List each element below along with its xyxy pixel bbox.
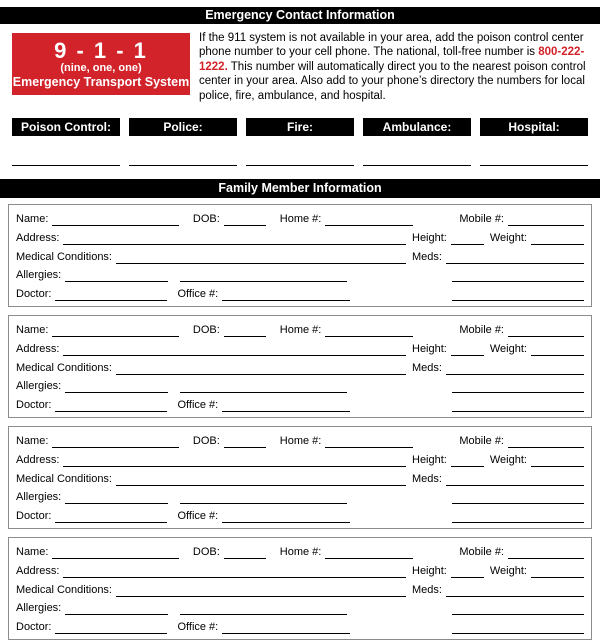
home-phone-label: Home #: xyxy=(279,324,322,337)
name-input-line[interactable] xyxy=(52,557,178,559)
meds-continuation-input-line[interactable] xyxy=(452,613,584,615)
meds-input-line[interactable] xyxy=(446,373,584,375)
911-subtitle: Emergency Transport System xyxy=(12,75,190,89)
weight-label: Weight: xyxy=(489,231,527,244)
name-input-line[interactable] xyxy=(52,446,178,448)
dob-label: DOB: xyxy=(192,213,220,226)
doctor-input-line[interactable] xyxy=(55,410,167,412)
medical-conditions-label: Medical Conditions: xyxy=(16,250,112,263)
contact-number-input-line[interactable] xyxy=(363,165,471,166)
family-member-block xyxy=(8,537,592,640)
office-phone-input-line[interactable] xyxy=(222,299,350,301)
allergies-extra-input-line[interactable] xyxy=(180,613,347,615)
office-phone-input-line[interactable] xyxy=(222,521,350,523)
address-input-line[interactable] xyxy=(63,354,406,356)
allergies-input-line[interactable] xyxy=(65,280,168,282)
meds-group xyxy=(412,584,584,597)
family-member-block xyxy=(8,315,592,418)
office-phone-input-line[interactable] xyxy=(222,410,350,412)
911-number: 9 - 1 - 1 xyxy=(54,38,148,63)
meds-continuation-group xyxy=(412,280,584,282)
name-label: Name: xyxy=(16,546,49,559)
dob-label: DOB: xyxy=(192,435,220,448)
meds-continuation-input-line[interactable] xyxy=(452,280,584,282)
contact-label: Police: xyxy=(129,118,237,136)
member-row-doctor xyxy=(16,285,584,301)
height-weight-group xyxy=(412,232,584,245)
emergency-numbers-row xyxy=(12,118,588,166)
home-phone-input-line[interactable] xyxy=(325,224,413,226)
allergies-extra-input-line[interactable] xyxy=(180,280,347,282)
medical-conditions-label: Medical Conditions: xyxy=(16,472,112,485)
emergency-contact-column xyxy=(246,118,354,166)
mobile-phone-input-line[interactable] xyxy=(508,446,584,448)
home-phone-label: Home #: xyxy=(279,435,322,448)
family-member-blocks xyxy=(8,204,592,640)
home-phone-label: Home #: xyxy=(279,546,322,559)
member-row-doctor xyxy=(16,618,584,634)
doctor-input-line[interactable] xyxy=(55,299,167,301)
meds-continuation-input-line[interactable] xyxy=(452,632,584,634)
member-row-allergies xyxy=(16,377,584,393)
height-label: Height: xyxy=(412,342,447,355)
office-phone-label: Office #: xyxy=(177,399,219,412)
allergies-extra-input-line[interactable] xyxy=(180,391,347,393)
medical-conditions-input-line[interactable] xyxy=(116,262,406,264)
mobile-phone-label: Mobile #: xyxy=(459,324,504,337)
doctor-input-line[interactable] xyxy=(55,632,167,634)
name-label: Name: xyxy=(16,324,49,337)
allergies-label: Allergies: xyxy=(16,491,62,504)
home-phone-label: Home #: xyxy=(279,213,322,226)
height-input-line[interactable] xyxy=(451,465,484,467)
meds-continuation-input-line[interactable] xyxy=(452,521,584,523)
allergies-input-line[interactable] xyxy=(65,613,168,615)
family-member-block xyxy=(8,204,592,307)
name-input-line[interactable] xyxy=(52,224,178,226)
meds-continuation-group xyxy=(412,502,584,504)
dob-input-line[interactable] xyxy=(224,335,266,337)
911-box xyxy=(12,33,190,95)
member-row-name xyxy=(16,321,584,337)
meds-label: Meds: xyxy=(412,583,442,596)
member-row-doctor xyxy=(16,507,584,523)
weight-input-line[interactable] xyxy=(531,576,584,578)
meds-label: Meds: xyxy=(412,472,442,485)
doctor-input-line[interactable] xyxy=(55,521,167,523)
height-weight-group xyxy=(412,565,584,578)
weight-input-line[interactable] xyxy=(531,465,584,467)
office-phone-label: Office #: xyxy=(177,288,219,301)
emergency-contact-column xyxy=(480,118,588,166)
meds-continuation-group xyxy=(412,521,584,523)
address-label: Address: xyxy=(16,564,60,577)
address-label: Address: xyxy=(16,453,60,466)
home-phone-input-line[interactable] xyxy=(325,335,413,337)
meds-continuation-input-line[interactable] xyxy=(452,391,584,393)
meds-label: Meds: xyxy=(412,361,442,374)
member-row-allergies xyxy=(16,599,584,615)
allergies-input-line[interactable] xyxy=(65,502,168,504)
911-phonetic: (nine, one, one) xyxy=(60,62,142,74)
height-input-line[interactable] xyxy=(451,354,484,356)
family-section-title: Family Member Information xyxy=(0,179,600,198)
meds-group xyxy=(412,362,584,375)
member-row-medical xyxy=(16,359,584,375)
page-title: Emergency Contact Information xyxy=(0,7,600,24)
member-row-address xyxy=(16,451,584,467)
contact-number-input-line[interactable] xyxy=(12,165,120,166)
intro-section xyxy=(12,33,588,103)
mobile-phone-label: Mobile #: xyxy=(459,435,504,448)
name-label: Name: xyxy=(16,213,49,226)
doctor-label: Doctor: xyxy=(16,399,52,412)
meds-continuation-group xyxy=(412,299,584,301)
contact-number-input-line[interactable] xyxy=(246,165,354,166)
home-phone-input-line[interactable] xyxy=(325,557,413,559)
meds-continuation-input-line[interactable] xyxy=(452,299,584,301)
meds-group xyxy=(412,473,584,486)
contact-label: Poison Control: xyxy=(12,118,120,136)
contact-number-input-line[interactable] xyxy=(129,165,237,166)
height-label: Height: xyxy=(412,231,447,244)
allergies-label: Allergies: xyxy=(16,602,62,615)
doctor-label: Doctor: xyxy=(16,288,52,301)
contact-number-input-line[interactable] xyxy=(480,165,588,166)
address-input-line[interactable] xyxy=(63,576,406,578)
member-row-allergies xyxy=(16,266,584,282)
mobile-phone-label: Mobile #: xyxy=(459,546,504,559)
member-row-name xyxy=(16,543,584,559)
member-row-medical xyxy=(16,581,584,597)
member-row-address xyxy=(16,562,584,578)
name-label: Name: xyxy=(16,435,49,448)
poison-control-phone-number: 800-222-1222. xyxy=(199,46,585,73)
family-member-block xyxy=(8,426,592,529)
dob-label: DOB: xyxy=(192,546,220,559)
intro-text-after: This number will automatically direct you to the nearest poison control center in your area. Also add to your phone’s directory the numbers for local police, fire, ambulance, and hospital. xyxy=(199,60,586,102)
office-phone-input-line[interactable] xyxy=(222,632,350,634)
allergies-label: Allergies: xyxy=(16,380,62,393)
meds-label: Meds: xyxy=(412,250,442,263)
height-input-line[interactable] xyxy=(451,576,484,578)
contact-label: Fire: xyxy=(246,118,354,136)
emergency-contact-column xyxy=(129,118,237,166)
intro-text-before: If the 911 system is not available in your area, add the poison control center phone number to your cell phone. The national, toll-free number is xyxy=(199,32,584,59)
member-row-name xyxy=(16,210,584,226)
allergies-input-line[interactable] xyxy=(65,391,168,393)
height-input-line[interactable] xyxy=(451,243,484,245)
doctor-label: Doctor: xyxy=(16,510,52,523)
meds-input-line[interactable] xyxy=(446,262,584,264)
address-input-line[interactable] xyxy=(63,243,406,245)
address-label: Address: xyxy=(16,342,60,355)
medical-conditions-label: Medical Conditions: xyxy=(16,583,112,596)
mobile-phone-input-line[interactable] xyxy=(508,335,584,337)
weight-label: Weight: xyxy=(489,564,527,577)
dob-input-line[interactable] xyxy=(224,446,266,448)
weight-label: Weight: xyxy=(489,342,527,355)
medical-conditions-input-line[interactable] xyxy=(116,484,406,486)
meds-continuation-input-line[interactable] xyxy=(452,502,584,504)
meds-continuation-group xyxy=(412,613,584,615)
allergies-label: Allergies: xyxy=(16,269,62,282)
medical-conditions-label: Medical Conditions: xyxy=(16,361,112,374)
dob-input-line[interactable] xyxy=(224,224,266,226)
meds-continuation-group xyxy=(412,632,584,634)
height-label: Height: xyxy=(412,564,447,577)
doctor-label: Doctor: xyxy=(16,621,52,634)
emergency-contact-column xyxy=(363,118,471,166)
meds-input-line[interactable] xyxy=(446,484,584,486)
member-row-medical xyxy=(16,248,584,264)
home-phone-input-line[interactable] xyxy=(325,446,413,448)
member-row-name xyxy=(16,432,584,448)
member-row-doctor xyxy=(16,396,584,412)
dob-label: DOB: xyxy=(192,324,220,337)
medical-conditions-input-line[interactable] xyxy=(116,373,406,375)
meds-continuation-group xyxy=(412,391,584,393)
address-label: Address: xyxy=(16,231,60,244)
contact-label: Hospital: xyxy=(480,118,588,136)
weight-label: Weight: xyxy=(489,453,527,466)
name-input-line[interactable] xyxy=(52,335,178,337)
dob-input-line[interactable] xyxy=(224,557,266,559)
emergency-contact-column xyxy=(12,118,120,166)
contact-label: Ambulance: xyxy=(363,118,471,136)
meds-input-line[interactable] xyxy=(446,595,584,597)
mobile-phone-input-line[interactable] xyxy=(508,557,584,559)
medical-conditions-input-line[interactable] xyxy=(116,595,406,597)
office-phone-label: Office #: xyxy=(177,510,219,523)
member-row-allergies xyxy=(16,488,584,504)
meds-continuation-group xyxy=(412,410,584,412)
mobile-phone-label: Mobile #: xyxy=(459,213,504,226)
allergies-extra-input-line[interactable] xyxy=(180,502,347,504)
address-input-line[interactable] xyxy=(63,465,406,467)
meds-group xyxy=(412,251,584,264)
member-row-address xyxy=(16,229,584,245)
weight-input-line[interactable] xyxy=(531,354,584,356)
mobile-phone-input-line[interactable] xyxy=(508,224,584,226)
intro-paragraph xyxy=(199,31,588,103)
weight-input-line[interactable] xyxy=(531,243,584,245)
office-phone-label: Office #: xyxy=(177,621,219,634)
height-weight-group xyxy=(412,454,584,467)
height-weight-group xyxy=(412,343,584,356)
height-label: Height: xyxy=(412,453,447,466)
meds-continuation-input-line[interactable] xyxy=(452,410,584,412)
member-row-medical xyxy=(16,470,584,486)
member-row-address xyxy=(16,340,584,356)
